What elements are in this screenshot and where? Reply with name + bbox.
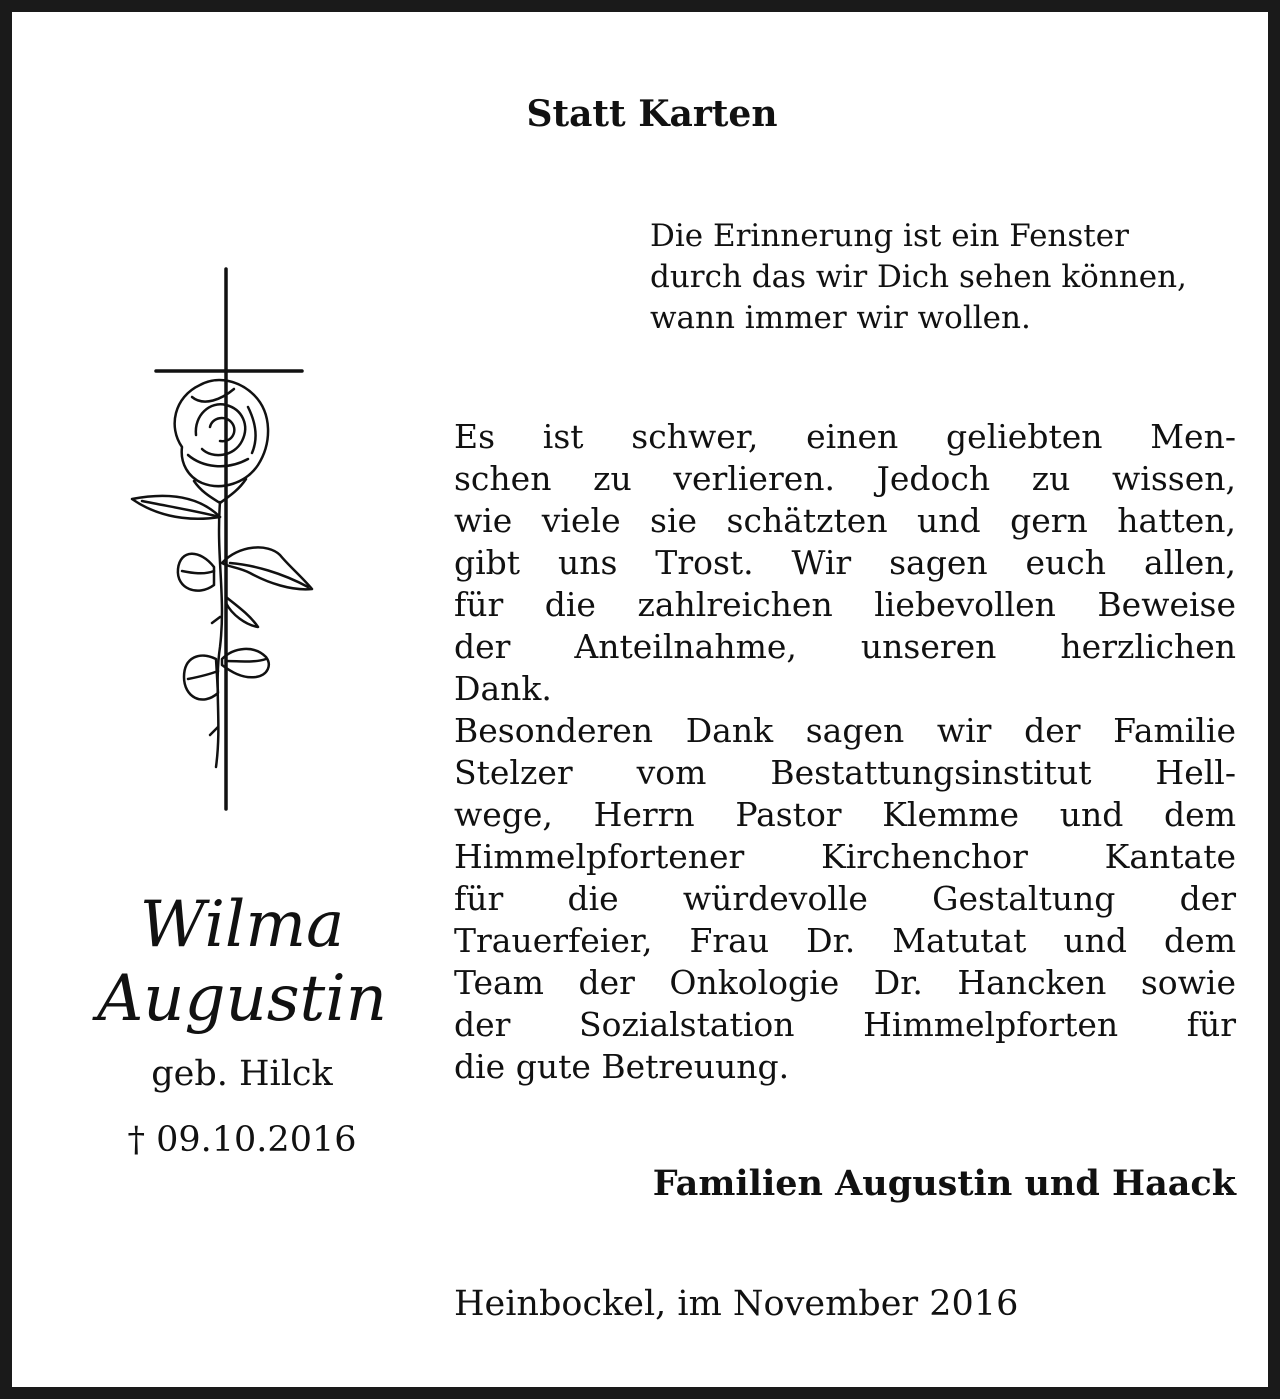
message-line: für die würdevolle Gestaltung der	[454, 879, 1236, 918]
message-line: Besonderen Dank sagen wir der Familie	[454, 711, 1236, 750]
heading: Statt Karten	[526, 93, 778, 135]
message-line: wege, Herrn Pastor Klemme und dem	[454, 795, 1236, 834]
deceased-name	[52, 888, 432, 1036]
message-line: Stelzer vom Bestattungsinstitut Hell-	[454, 753, 1236, 792]
last-name: Augustin	[97, 962, 387, 1036]
thank-you-message	[454, 416, 1236, 1088]
message-line: der Sozialstation Himmelpforten für	[454, 1005, 1236, 1044]
poem-line: durch das wir Dich sehen können,	[650, 259, 1187, 295]
first-name: Wilma	[139, 888, 345, 962]
cross-with-rose-icon	[122, 267, 322, 817]
poem-line: Die Erinnerung ist ein Fenster	[650, 218, 1129, 254]
message-line: Trauerfeier, Frau Dr. Matutat und dem	[454, 921, 1236, 960]
birth-name: geb. Hilck	[151, 1054, 333, 1094]
message-line: Es ist schwer, einen geliebten Men-	[454, 417, 1236, 456]
message-line: gibt uns Trost. Wir sagen euch allen,	[454, 543, 1236, 582]
message-line: wie viele sie schätzten und gern hatten,	[454, 501, 1236, 540]
message-line: die gute Betreuung.	[454, 1047, 790, 1086]
message-line: schen zu verlieren. Jedoch zu wissen,	[454, 459, 1236, 498]
message-line: Dank.	[454, 669, 552, 708]
message-line: Team der Onkologie Dr. Hancken sowie	[454, 963, 1236, 1002]
signature: Familien Augustin und Haack	[652, 1163, 1236, 1204]
place-date: Heinbockel, im November 2016	[454, 1284, 1019, 1324]
memorial-poem	[650, 216, 1270, 339]
message-line: für die zahlreichen liebevollen Beweise	[454, 585, 1236, 624]
message-line: Himmelpfortener Kirchenchor Kantate	[454, 837, 1236, 876]
message-line: der Anteilnahme, unseren herzlichen	[454, 627, 1236, 666]
death-date: † 09.10.2016	[127, 1120, 357, 1160]
poem-line: wann immer wir wollen.	[650, 300, 1031, 336]
